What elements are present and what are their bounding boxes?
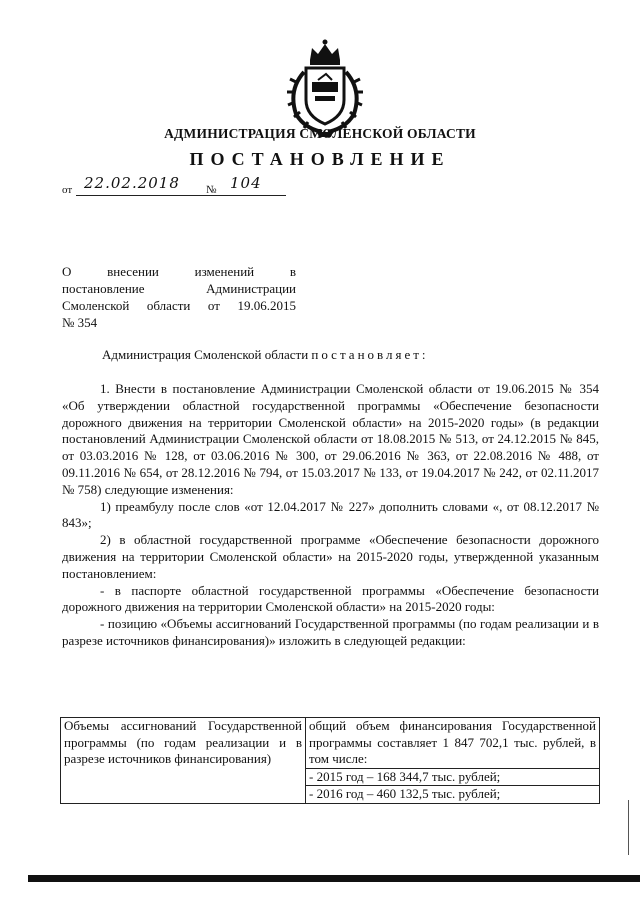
- document-subject: [62, 263, 296, 331]
- paragraph-2: 1) преамбулу после слов «от 12.04.2017 № 227» дополнить словами «, от 08.12.2017 № 843»;: [62, 498, 599, 531]
- funding-2015: - 2015 год – 168 344,7 тыс. рублей;: [306, 769, 599, 787]
- scan-edge-mark: [628, 800, 629, 855]
- paragraph-4: - в паспорте областной государственной программы «Обеспечение безопасности дорожного движения на территории Смоленской области» на 2015-2020 годы:: [62, 582, 599, 615]
- scan-bottom-bar: [28, 875, 640, 882]
- document-body: [62, 381, 599, 650]
- table-row: [61, 718, 600, 804]
- smolensk-coat-of-arms-emblem: [282, 38, 368, 138]
- table-cell-right: [306, 718, 600, 804]
- preamble: [102, 347, 429, 363]
- document-type-title: ПОСТАНОВЛЕНИЕ: [189, 149, 451, 169]
- funding-table: [60, 717, 600, 804]
- date-from-label: от: [62, 184, 73, 196]
- date-underline: [76, 195, 226, 196]
- table-cell-left: Объемы ассигнований Государственной программы (по годам реализации и в разрезе источников финансирования): [61, 718, 306, 804]
- number-underline: [220, 195, 286, 196]
- funding-2016: - 2016 год – 460 132,5 тыс. рублей;: [309, 786, 501, 801]
- preamble-verb: постановляет:: [311, 347, 429, 362]
- paragraph-3: 2) в областной государственной программе «Обеспечение безопасности дорожного движения на территории Смоленской области» на 2015-2020 годы, утвержденной указанным постановлением:: [62, 532, 599, 581]
- subject-line: Смоленской области от 19.06.2015: [62, 298, 296, 313]
- organization-title: АДМИНИСТРАЦИЯ СМОЛЕНСКОЙ ОБЛАСТИ: [164, 126, 476, 141]
- paragraph-1: 1. Внести в постановление Администрации Смоленской области от 19.06.2015 № 354 «Об утверждении областной государственной программы «Обеспечение безопасности дорожного движения на территории Смоленской области» на 2015-2020 годы» (в редакции постановлений Администрации Смоленской области от 18.08.2015 № 513, от 24.12.2015 № 845, от 03.03.2016 № 128, от 03.06.2016 № 300, от 29.06.2016 № 363, от 22.08.2016 № 488, от 09.11.2016 № 654, от 28.12.2016 № 794, от 15.03.2017 № 133, от 19.04.2017 № 242, от 02.11.2017 № 758) следующие изменения:: [62, 381, 599, 497]
- number-label: №: [206, 184, 217, 196]
- document-number: 104: [230, 174, 262, 192]
- document-date: 22.02.2018: [84, 174, 180, 192]
- preamble-text: Администрация Смоленской области: [102, 347, 309, 362]
- paragraph-5: - позицию «Объемы ассигнований Государственной программы (по годам реализации и в разрезе источников финансирования)» изложить в следующей редакции:: [62, 616, 599, 648]
- subject-line: постановление Администрации: [62, 281, 296, 296]
- subject-line: № 354: [62, 315, 98, 330]
- funding-total: общий объем финансирования Государственной программы составляет 1 847 702,1 тыс. рублей, в том числе:: [306, 718, 599, 769]
- subject-line: О внесении изменений в: [62, 264, 296, 279]
